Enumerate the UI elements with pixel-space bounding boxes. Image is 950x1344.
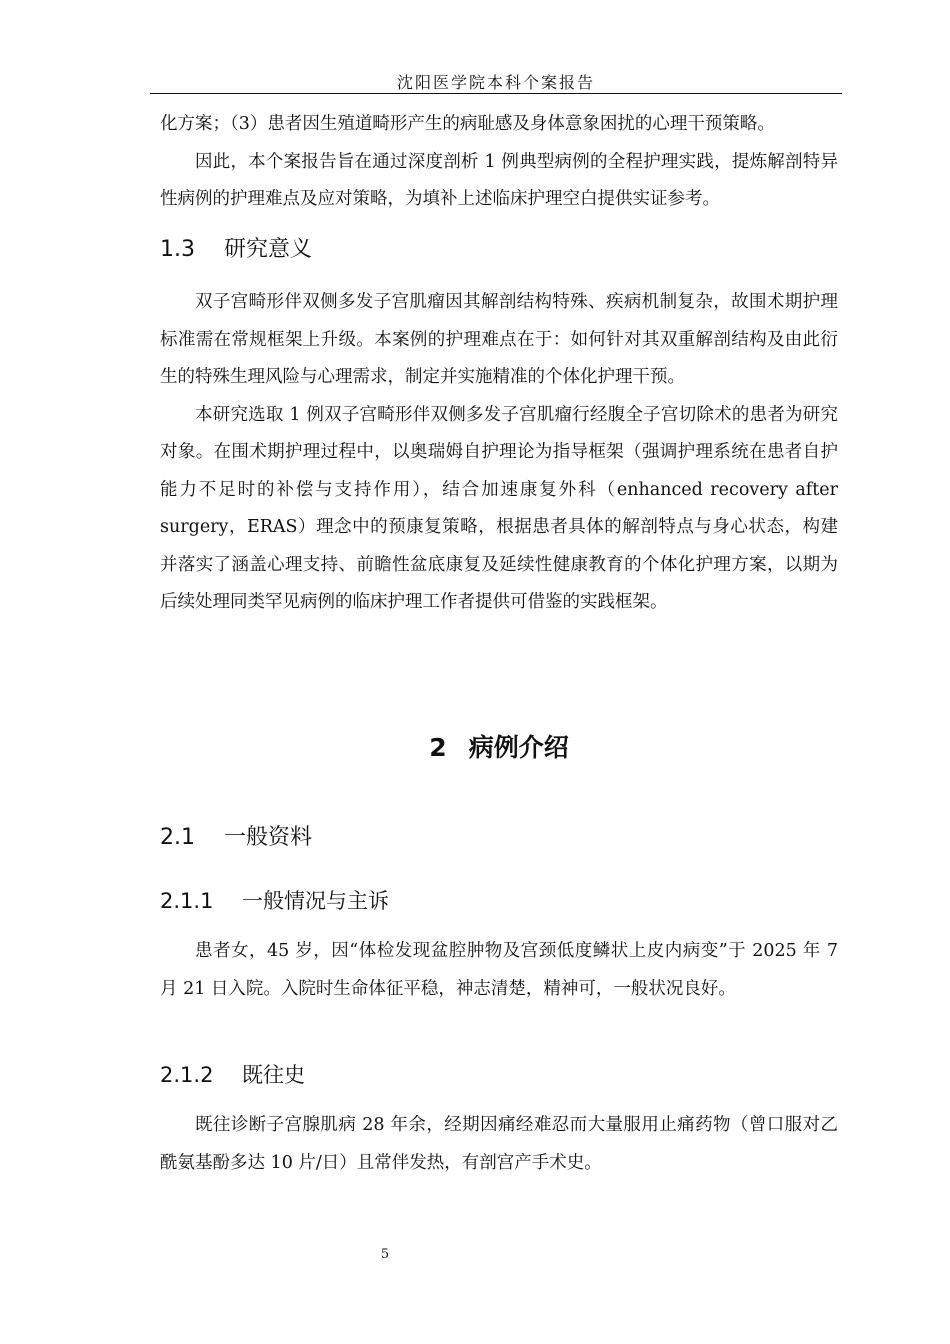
subsection-title: 一般情况与主诉: [242, 889, 389, 913]
section-2-1-1-body: [160, 933, 838, 1008]
body-paragraph: 既往诊断子宫腺肌病 28 年余，经期因痛经难忍而大量服用止痛药物（曾口服对乙酰氨基酚多达 10 片/日）且常伴发热，有剖宫产手术史。: [160, 1115, 838, 1173]
section-heading-1-3: [160, 235, 312, 265]
section-1-3-body: [160, 284, 838, 622]
section-title: 一般资料: [224, 825, 313, 850]
section-2-1-2-body: [160, 1107, 838, 1182]
chapter-number: 2: [429, 733, 447, 762]
subsection-number: 2.1.2: [160, 1063, 214, 1087]
body-paragraph: 化方案；（3）患者因生殖道畸形产生的病耻感及身体意象困扰的心理干预策略。: [160, 114, 775, 134]
body-paragraph: 双子宫畸形伴双侧多发子宫肌瘤因其解剖结构特殊、疾病机制复杂，故围术期护理标准需在常规框架上升级。本案例的护理难点在于：如何针对其双重解剖结构及由此衍生的特殊生理风险与心理需求，制定并实施精准的个体化护理干预。: [160, 292, 838, 387]
body-paragraph: 本研究选取 1 例双子宫畸形伴双侧多发子宫肌瘤行经腹全子宫切除术的患者为研究对象。在围术期护理过程中，以奥瑞姆自护理论为指导框架（强调护理系统在患者自护能力不足时的补偿与支持作用），结合加速康复外科（enhanced recovery after surgery，ERAS）理念中的预康复策略，根据患者具体的解剖特点与身心状态，构建并落实了涵盖心理支持、前瞻性盆底康复及延续性健康教育的个体化护理方案，以期为后续处理同类罕见病例的临床护理工作者提供可借鉴的实践框架。: [160, 404, 838, 612]
subsection-number: 2.1.1: [160, 889, 214, 913]
subsection-heading-2-1-1: [160, 886, 389, 916]
subsection-title: 既往史: [242, 1063, 305, 1087]
section-number: 2.1: [160, 825, 195, 850]
section-heading-2-1: [160, 823, 312, 853]
body-paragraph: 患者女，45 岁，因“体检发现盆腔肿物及宫颈低度鳞状上皮内病变”于 2025 年 7 月 21 日入院。入院时生命体征平稳，神志清楚，精神可，一般状况良好。: [160, 941, 838, 999]
running-header-title: 沈阳医学院本科个案报告: [396, 73, 595, 92]
chapter-heading-2: [160, 731, 838, 765]
section-number: 1.3: [160, 237, 195, 262]
intro-continuation-block: [160, 106, 838, 219]
section-title: 研究意义: [224, 237, 313, 262]
page-number: 5: [380, 1247, 390, 1262]
body-paragraph: 因此，本个案报告旨在通过深度剖析 1 例典型病例的全程护理实践，提炼解剖特异性病例的护理难点及应对策略，为填补上述临床护理空白提供实证参考。: [160, 151, 838, 209]
header-rule: [150, 93, 842, 94]
chapter-title: 病例介绍: [468, 733, 569, 762]
subsection-heading-2-1-2: [160, 1060, 305, 1090]
